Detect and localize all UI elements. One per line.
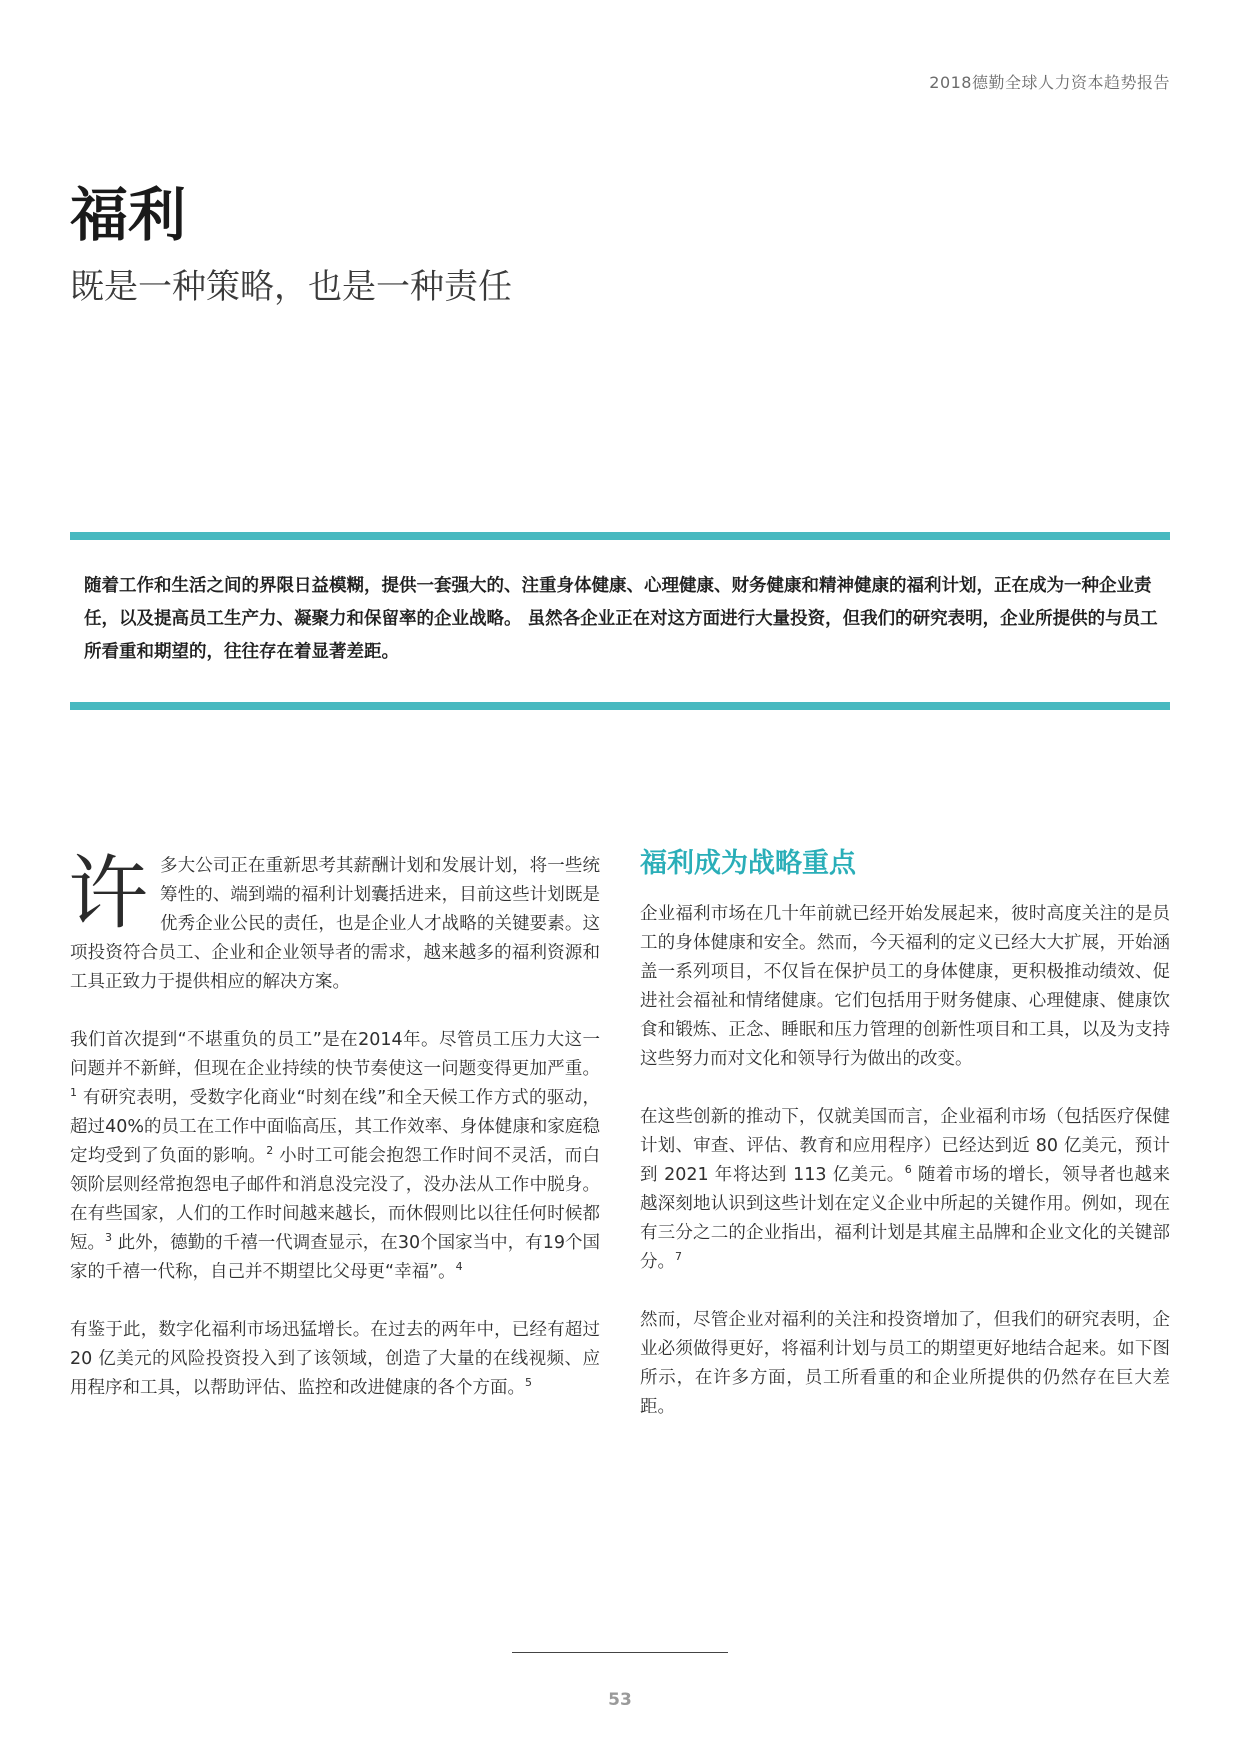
left-column [68, 847, 601, 1432]
text-run: 小时工可能会抱怨工作时间不灵活，而白领阶层则经常抱怨电子邮件和消息没完没了，没办法从工作中脱身。在有些国家，人们的工作时间越来越长，而休假则比以往任何时候都短。 [70, 1146, 601, 1253]
text-run: 随着市场的增长，领导者也越来越深刻地认识到这些计划在定义企业中所起的关键作用。例如，现在有三分之二的企业指出，福利计划是其雇主品牌和企业文化的关键部分。 [640, 1165, 1170, 1272]
right-column [640, 900, 1170, 1451]
footnote-ref: 1 [70, 1086, 77, 1100]
footnote-ref: 3 [105, 1231, 113, 1245]
footnote-ref: 5 [525, 1376, 532, 1390]
footnote-ref: 2 [266, 1144, 274, 1158]
left-paragraph-3 [70, 1316, 600, 1403]
footnote-ref: 6 [904, 1163, 912, 1177]
text-run: 有研究表明，受数字化商业“时刻在线”和全天候工作方式的驱动，超过40%的员工在工作中面临高压，其工作效率、身体健康和家庭稳定均受到了负面的影响。 [70, 1088, 600, 1166]
text-run: 有鉴于此，数字化福利市场迅猛增长。在过去的两年中，已经有超过 20 亿美元的风险投资投入到了该领域，创造了大量的在线视频、应用程序和工具，以帮助评估、监控和改进健康的各个方面。 [70, 1320, 600, 1398]
text-run: 在这些创新的推动下，仅就美国而言，企业福利市场（包括医疗保健计划、审查、评估、教育和应用程序）已经达到近 80 亿美元，预计到 2021 年将达到 113 亿美元。 [640, 1107, 1170, 1185]
text-run: 我们首次提到“不堪重负的员工”是在2014年。尽管员工压力大这一问题并不新鲜，但现在企业持续的快节奏使这一问题变得更加严重。 [70, 1030, 600, 1079]
footer-divider [512, 1652, 728, 1653]
summary-top-rule [70, 532, 1170, 540]
footnote-ref: 4 [455, 1260, 463, 1274]
page-title: 福利 [70, 181, 187, 249]
section-heading: 福利成为战略重点 [640, 848, 856, 879]
footnote-ref: 7 [675, 1250, 682, 1264]
text-run: 此外，德勤的千禧一代调查显示，在30个国家当中，有19个国家的千禧一代称，自己并不期望比父母更“幸福”。 [70, 1233, 600, 1282]
right-paragraph-3: 然而，尽管企业对福利的关注和投资增加了，但我们的研究表明，企业必须做得更好，将福利计划与员工的期望更好地结合起来。如下图所示，在许多方面，员工所看重的和企业所提供的仍然存在巨大差距。 [640, 1310, 1170, 1417]
right-paragraph-1: 企业福利市场在几十年前就已经开始发展起来，彼时高度关注的是员工的身体健康和安全。然而，今天福利的定义已经大大扩展，开始涵盖一系列项目，不仅旨在保护员工的身体健康，更积极推动绩效、促进社会福祉和情绪健康。它们包括用于财务健康、心理健康、健康饮食和锻炼、正念、睡眠和压力管理的创新性项目和工具，以及为支持这些努力而对文化和领导行为做出的改变。 [640, 904, 1170, 1069]
running-header: 2018德勤全球人力资本趋势报告 [929, 73, 1170, 92]
left-paragraph-1 [68, 847, 600, 997]
summary-bottom-rule [70, 702, 1170, 710]
left-paragraph-1-text: 多大公司正在重新思考其薪酬计划和发展计划，将一些统筹性的、端到端的福利计划囊括进来，目前这些计划既是优秀企业公民的责任，也是企业人才战略的关键要素。这项投资符合员工、企业和企业领导者的需求，越来越多的福利资源和工具正致力于提供相应的解决方案。 [70, 856, 600, 992]
left-paragraph-2 [70, 1026, 600, 1287]
summary-text: 随着工作和生活之间的界限日益模糊，提供一套强大的、注重身体健康、心理健康、财务健康和精神健康的福利计划，正在成为一种企业责任，以及提高员工生产力、凝聚力和保留率的企业战略。 虽然各企业正在对这方面进行大量投资，但我们的研究表明，企业所提供的与员工所看重和期望的，往往存在着显著差距。 [84, 576, 1158, 662]
drop-cap: 许 [68, 847, 148, 940]
page-subtitle: 既是一种策略，也是一种责任 [70, 267, 512, 307]
right-paragraph-2 [640, 1103, 1170, 1277]
page-number: 53 [608, 1690, 632, 1710]
